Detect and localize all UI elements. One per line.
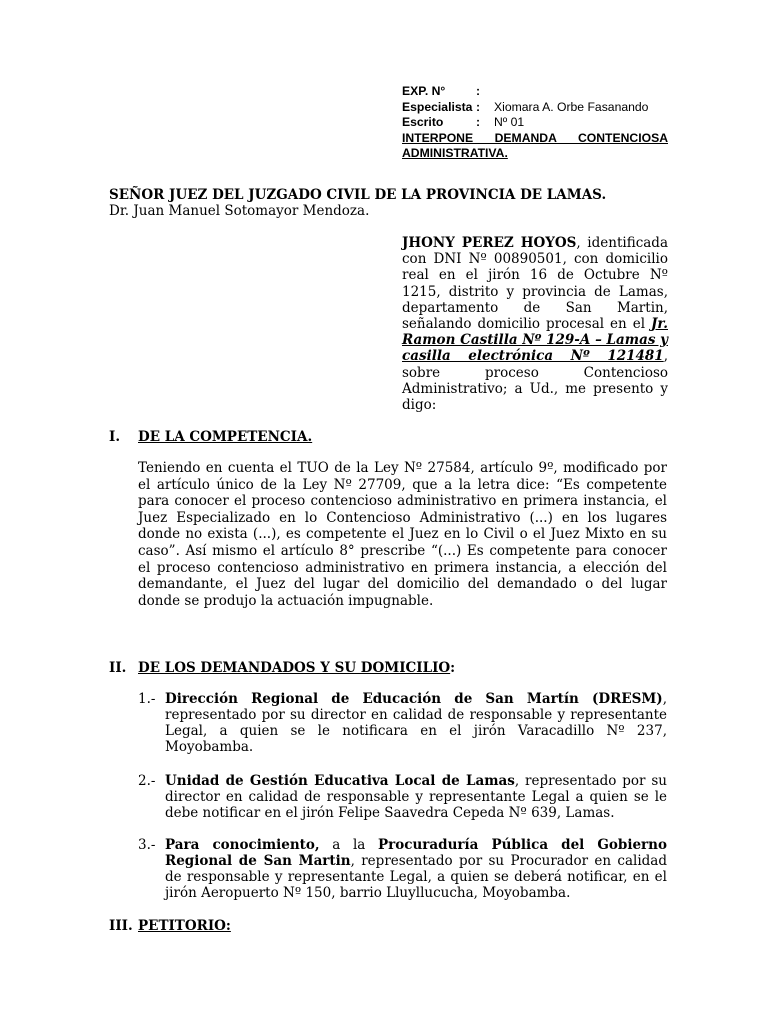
- exp-label: EXP. N°: [402, 84, 446, 98]
- sumilla-line-2: ADMINISTRATIVA.: [402, 146, 508, 161]
- addressee-judge: Dr. Juan Manuel Sotomayor Mendoza.: [109, 203, 370, 219]
- party-name: JHONY PEREZ HOYOS: [402, 235, 577, 251]
- party-text-2: , sobre proceso Contencioso Administrativo; a Ud., me presento y digo:: [402, 348, 668, 414]
- section-2-heading: [109, 660, 455, 676]
- escrito-label: Escrito: [402, 115, 444, 130]
- defendant-3-number: 3.-: [138, 837, 156, 853]
- exp-colon: :: [476, 84, 481, 98]
- party-introduction: [402, 235, 668, 413]
- section-3-heading: [109, 918, 231, 934]
- defendant-3-connector: a la: [319, 837, 378, 853]
- defendant-item-3: [138, 837, 667, 901]
- defendant-2-name: Unidad de Gestión Educativa Local de Lamas: [165, 773, 515, 789]
- section-2-title-suffix: :: [450, 660, 456, 676]
- defendant-2-text: , representado por su director en calidad de responsable y representante Legal a quien se le debe notificar en el jirón Felipe Saavedra Cepeda Nº 639, Lamas.: [165, 773, 667, 821]
- addressee-court: SEÑOR JUEZ DEL JUZGADO CIVIL DE LA PROVINCIA DE LAMAS.: [109, 187, 607, 203]
- defendant-3-name: Procuraduría Pública del Gobierno Regional de San Martin: [165, 837, 667, 869]
- defendant-1-name: Dirección Regional de Educación de San Martín (DRESM): [165, 691, 663, 707]
- escrito-colon: :: [476, 115, 481, 130]
- defendant-2-number: 2.-: [138, 773, 156, 789]
- section-1-paragraph: Teniendo en cuenta el TUO de la Ley Nº 27584, artículo 9º, modificado por el artículo único de la Ley Nº 27709, que a la letra dice: “Es competente para conocer el proceso contencioso administrativo en primera instancia, el Juez Especializado en lo Contencioso Administrativo (...) en los lugares donde no exista (...), es competente el Juez en lo Civil o el Juez Mixto en su caso”. Así mismo el artículo 8° prescribe “(...) Es competente para conocer el proceso contencioso administrativo en primera instancia, a elección del demandante, el Juez del lugar del domicilio del demandado o del lugar donde se produjo la actuación impugnable.: [138, 460, 667, 609]
- defendant-1-text: , representado por su director en calidad de responsable y representante Legal, a quien se le notificara en el jirón Varacadillo Nº 237, Moyobamba.: [165, 691, 667, 755]
- case-header: [402, 84, 668, 162]
- sumilla-line-1: INTERPONE DEMANDA CONTENCIOSA: [402, 130, 668, 145]
- section-1-title: DE LA COMPETENCIA.: [138, 429, 313, 445]
- defendant-item-2: [138, 773, 667, 821]
- procesal-address: Jr. Ramon Castilla Nº 129-A – Lamas y casilla electrónica Nº 121481: [402, 316, 668, 365]
- defendant-item-1: [138, 691, 667, 755]
- especialista-row: [402, 100, 668, 116]
- defendant-1-number: 1.-: [138, 691, 156, 707]
- defendant-3-text: , representado por su Procurador en calidad de responsable y representante Legal, a quien se deberá notificar, en el jirón Aeropuerto Nº 150, barrio Lluyllucucha, Moyobamba.: [165, 853, 667, 901]
- especialista-label: Especialista: [402, 99, 473, 114]
- section-2-number: II.: [109, 660, 127, 676]
- addressee: [109, 187, 606, 219]
- party-text-1: , identificada con DNI Nº 00890501, con domicilio real en el jirón 16 de Octubre Nº 1215, distrito y provincia de Lamas, departamento de San Martin, señalando domicilio procesal en el: [402, 235, 669, 333]
- section-2-title: DE LOS DEMANDADOS Y SU DOMICILIO: [138, 660, 451, 676]
- section-3-number: III.: [109, 918, 133, 934]
- especialista-value: Xiomara A. Orbe Fasanando: [494, 99, 649, 114]
- section-3-title: PETITORIO:: [138, 918, 231, 934]
- section-1-heading: [109, 429, 312, 445]
- escrito-value: Nº 01: [494, 115, 525, 130]
- escrito-row: [402, 115, 668, 131]
- section-1-number: I.: [109, 429, 121, 445]
- exp-row: [402, 84, 668, 100]
- defendant-3-prefix: Para conocimiento,: [165, 837, 320, 853]
- especialista-colon: :: [476, 99, 481, 114]
